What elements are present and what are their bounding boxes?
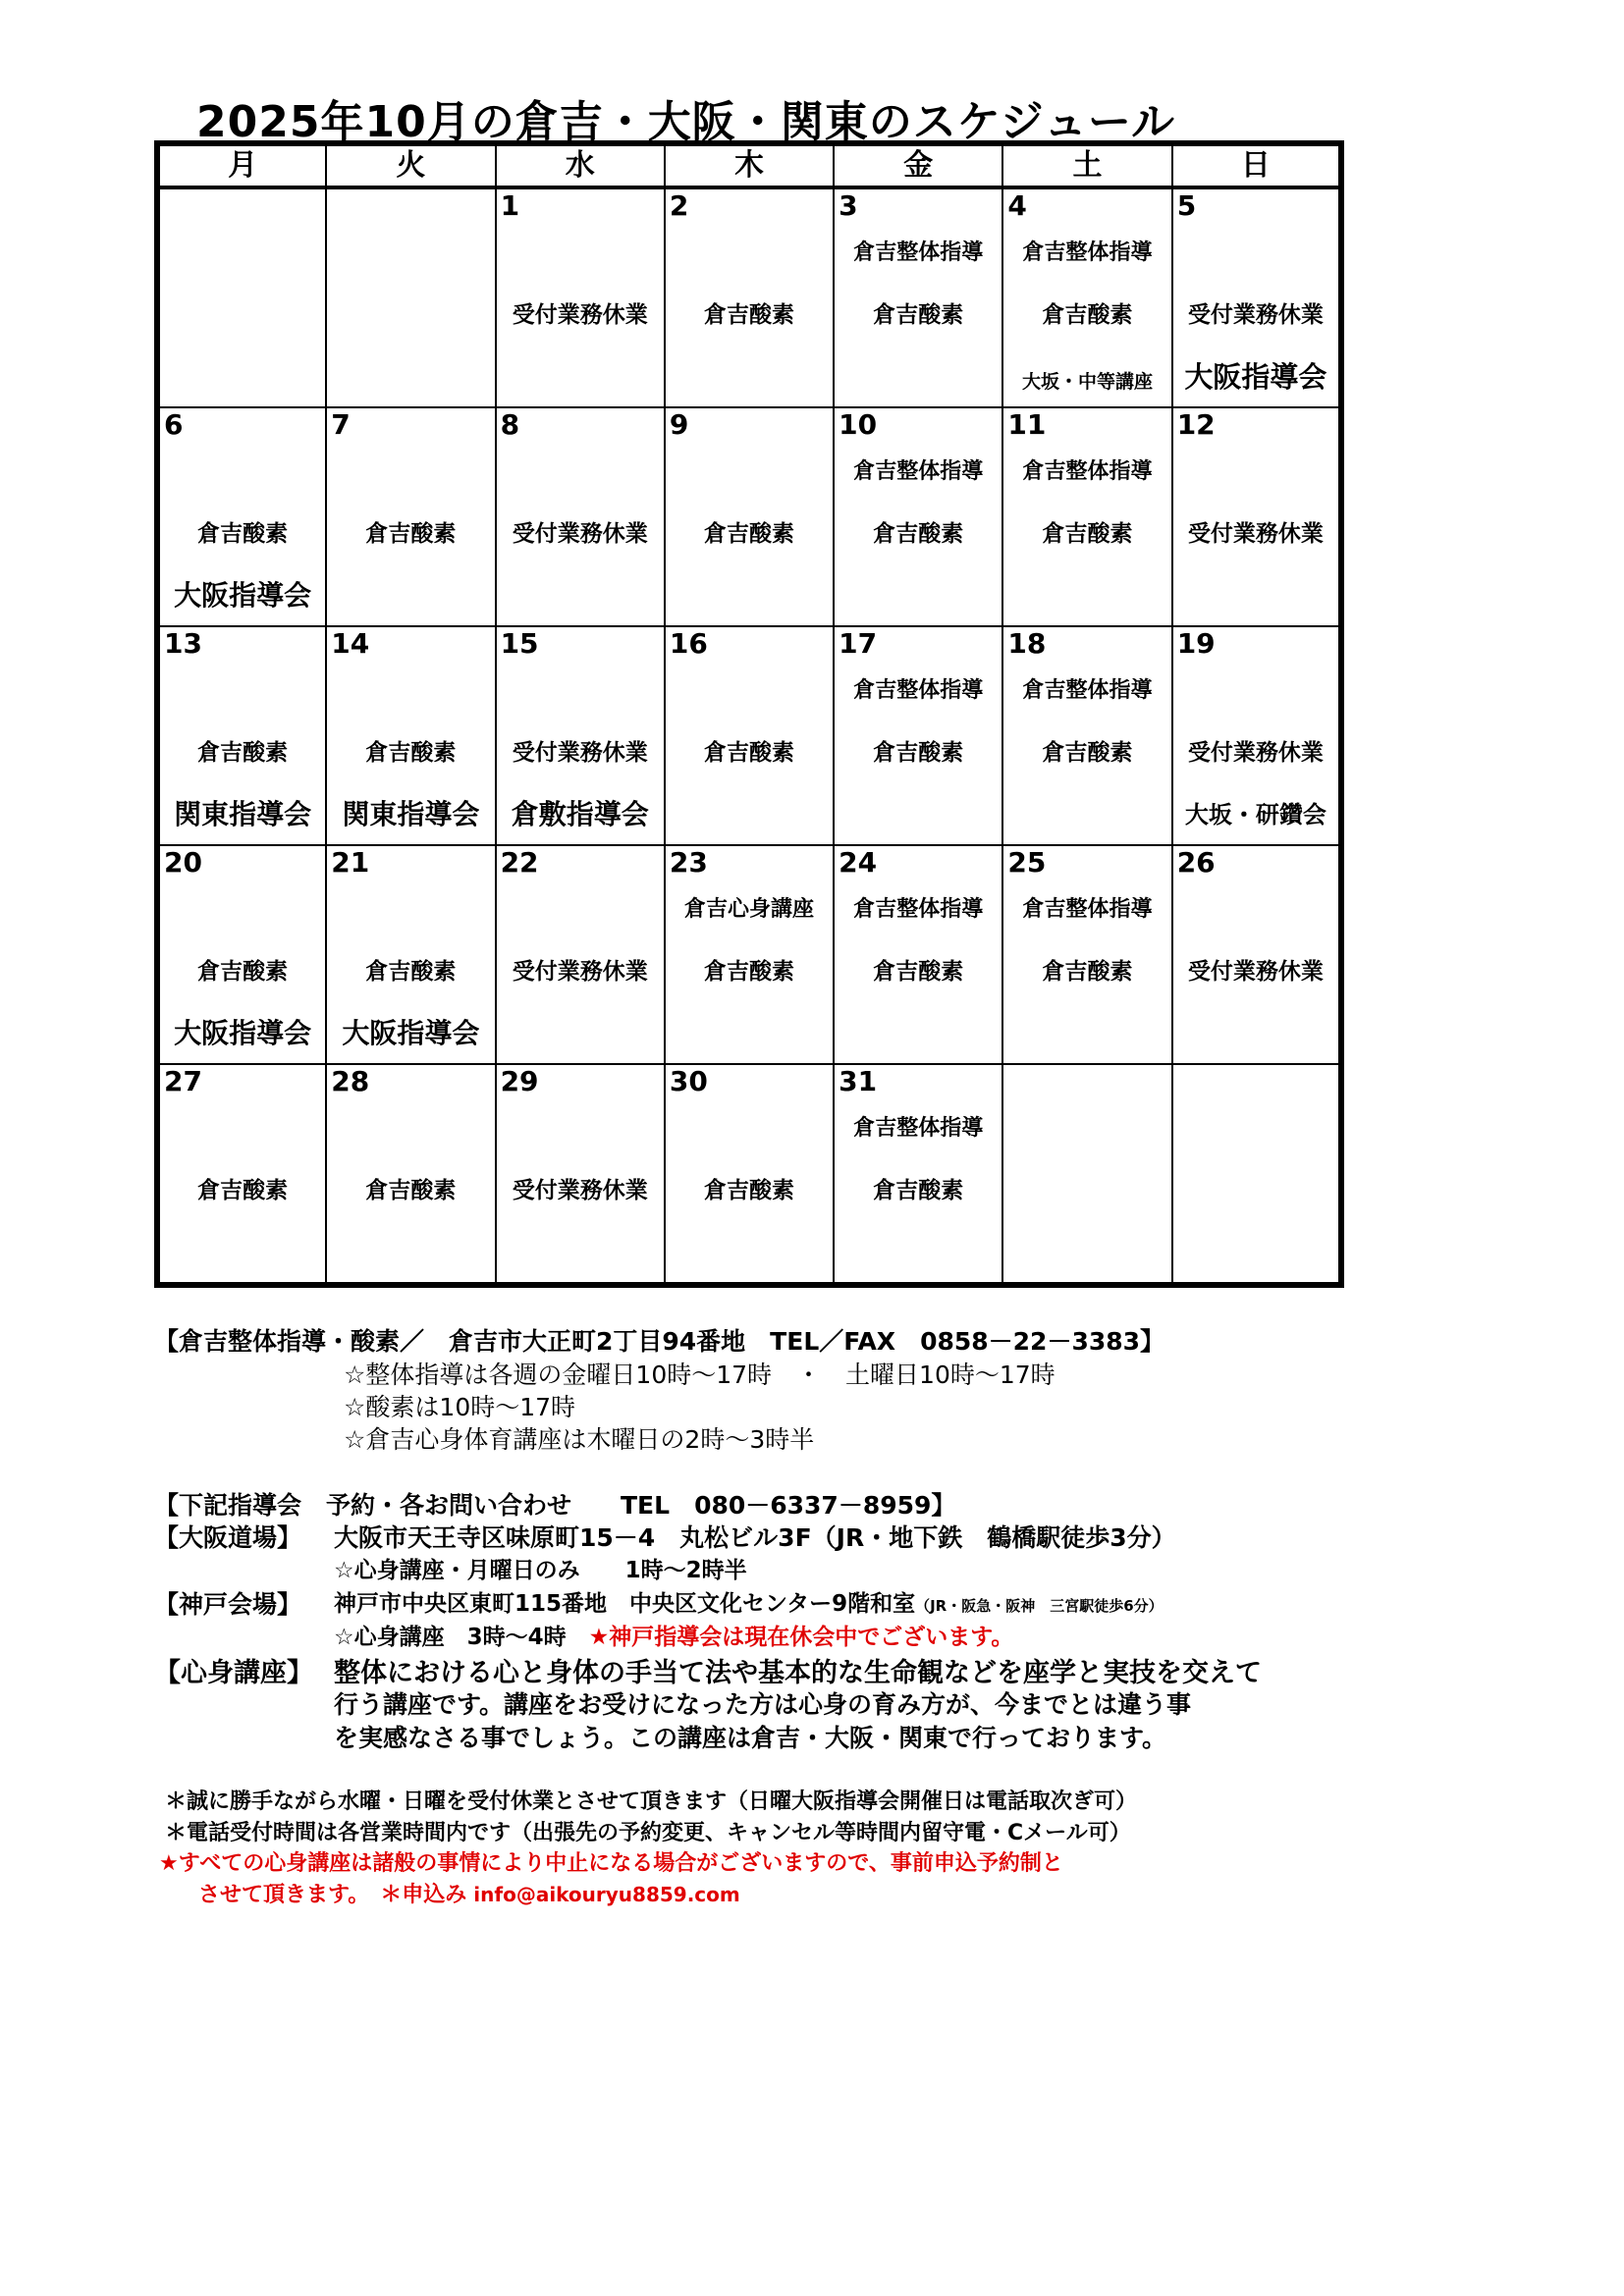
calendar-day-cell (834, 407, 1002, 626)
calendar-day-cell (665, 187, 834, 407)
event-line-3: 大阪指導会 (1184, 360, 1327, 394)
kurayoshi-header: 【倉吉整体指導・酸素／ 倉吉市大正町2丁目94番地 TEL／FAX 0858－22－3383】 (154, 1327, 1165, 1356)
day-number: 22 (500, 846, 539, 879)
event-line-2: 倉吉酸素 (873, 302, 964, 328)
day-number: 13 (164, 627, 202, 660)
kobe-notice: ★神戸指導会は現在休会中でございます。 (588, 1625, 1014, 1650)
event-line-1: 倉吉心身講座 (683, 897, 814, 922)
event-line-3: 関東指導会 (342, 798, 480, 830)
calendar-day-cell (496, 845, 665, 1064)
event-line-2: 倉吉酸素 (703, 302, 794, 328)
guidance-header: 【下記指導会 予約・各お問い合わせ TEL 080－6337－8959】 (154, 1491, 956, 1520)
calendar-day-cell (1172, 1064, 1341, 1285)
day-number: 14 (331, 627, 370, 660)
event-line-2: 受付業務休業 (512, 521, 648, 547)
day-number: 11 (1007, 408, 1047, 441)
event-line-3: 大阪指導会 (174, 579, 312, 612)
day-number: 21 (331, 846, 370, 879)
calendar-day-cell (1002, 187, 1171, 407)
event-line-2: 倉吉酸素 (197, 740, 289, 766)
event-line-2: 倉吉酸素 (703, 521, 794, 547)
event-line-2: 倉吉酸素 (873, 959, 964, 985)
event-line-2: 倉吉酸素 (365, 1178, 457, 1203)
calendar-day-cell (326, 845, 495, 1064)
calendar-day-cell (157, 845, 326, 1064)
footer-warning-cont: させて頂きます。 (198, 1883, 359, 1907)
day-number: 29 (500, 1065, 539, 1097)
contact-email[interactable]: info@aikouryu8859.com (473, 1883, 740, 1906)
calendar-day-cell (834, 187, 1002, 407)
day-number: 8 (500, 408, 520, 441)
event-line-2: 倉吉酸素 (1042, 521, 1133, 547)
calendar-day-cell (496, 187, 665, 407)
day-number: 30 (669, 1065, 708, 1097)
calendar-day-cell (326, 626, 495, 845)
calendar-day-cell (1002, 626, 1171, 845)
day-number: 2 (669, 189, 689, 222)
event-line-2: 倉吉酸素 (1042, 740, 1133, 766)
footer-note: ＊電話受付時間は各営業時間内です（出張先の予約変更、キャンセル等時間内留守電・Cメール可） (165, 1821, 1131, 1845)
calendar-day-cell (665, 407, 834, 626)
calendar-day-cell (834, 1064, 1002, 1285)
day-number: 15 (500, 627, 539, 660)
calendar-day-cell (665, 626, 834, 845)
weekday-header: 金 (834, 143, 1002, 187)
calendar-week-row (157, 187, 1341, 407)
day-number: 18 (1007, 627, 1047, 660)
course-line: を実感なさる事でしょう。この講座は倉吉・大阪・関東で行っております。 (334, 1724, 1167, 1752)
event-line-2: 倉吉酸素 (873, 1178, 964, 1203)
event-line-1: 倉吉整体指導 (853, 1116, 984, 1141)
osaka-note: ☆心身講座・月曜日のみ 1時～2時半 (334, 1558, 747, 1583)
calendar-day-cell (1002, 845, 1171, 1064)
course-label: 【心身講座】 (154, 1658, 313, 1688)
calendar-week-row (157, 1064, 1341, 1285)
calendar-day-cell (496, 1064, 665, 1285)
day-number: 31 (839, 1065, 878, 1097)
event-line-2: 倉吉酸素 (197, 1178, 289, 1203)
calendar-day-cell (157, 407, 326, 626)
kurayoshi-note: ☆整体指導は各週の金曜日10時～17時 ・ 土曜日10時～17時 (344, 1361, 1056, 1389)
kurayoshi-note: ☆酸素は10時～17時 (344, 1393, 576, 1421)
kurayoshi-note: ☆倉吉心身体育講座は木曜日の2時～3時半 (344, 1425, 815, 1454)
event-line-2: 受付業務休業 (512, 959, 648, 985)
kobe-access: （JR・阪急・阪神 三宮駅徒歩6分） (915, 1597, 1164, 1615)
calendar-day-cell (665, 1064, 834, 1285)
day-number: 6 (164, 408, 184, 441)
event-line-1: 倉吉整体指導 (1022, 678, 1153, 703)
day-number: 17 (839, 627, 878, 660)
calendar-day-cell (157, 187, 326, 407)
day-number: 4 (1007, 189, 1027, 222)
day-number: 26 (1176, 846, 1216, 879)
calendar-day-cell (157, 626, 326, 845)
day-number: 12 (1176, 408, 1216, 441)
calendar-day-cell (326, 187, 495, 407)
calendar-day-cell (157, 1064, 326, 1285)
day-number: 9 (669, 408, 689, 441)
course-line: 行う講座です。講座をお受けになった方は心身の育み方が、今までとは違う事 (334, 1690, 1192, 1719)
event-line-1: 倉吉整体指導 (1022, 459, 1153, 484)
weekday-header: 日 (1172, 143, 1341, 187)
calendar-day-cell (496, 407, 665, 626)
event-line-3: 関東指導会 (174, 798, 312, 830)
event-line-2: 倉吉酸素 (197, 959, 289, 985)
osaka-address: 大阪市天王寺区味原町15－4 丸松ビル3F（JR・地下鉄 鶴橋駅徒歩3分） (334, 1523, 1176, 1552)
event-line-1: 倉吉整体指導 (853, 678, 984, 703)
event-line-2: 倉吉酸素 (365, 740, 457, 766)
event-line-2: 倉吉酸素 (703, 740, 794, 766)
day-number: 5 (1176, 189, 1197, 222)
event-line-2: 受付業務休業 (1187, 302, 1324, 328)
event-line-1: 倉吉整体指導 (1022, 897, 1153, 922)
day-number: 10 (839, 408, 878, 441)
weekday-header: 木 (665, 143, 834, 187)
event-line-2: 倉吉酸素 (197, 521, 289, 547)
event-line-2: 倉吉酸素 (1042, 959, 1133, 985)
calendar-week-row (157, 626, 1341, 845)
course-line: 整体における心と身体の手当て法や基本的な生命観などを座学と実技を交えて (334, 1658, 1262, 1688)
event-line-2: 受付業務休業 (512, 1178, 648, 1203)
event-line-1: 倉吉整体指導 (853, 240, 984, 265)
weekday-header: 火 (326, 143, 495, 187)
calendar-day-cell (834, 845, 1002, 1064)
event-line-2: 倉吉酸素 (1042, 302, 1133, 328)
calendar-table (154, 140, 1344, 1288)
kobe-note: ☆心身講座 3時～4時 (334, 1625, 567, 1650)
calendar-week-row (157, 845, 1341, 1064)
day-number: 1 (500, 189, 520, 222)
calendar-day-cell (1172, 845, 1341, 1064)
footer-note: ＊誠に勝手ながら水曜・日曜を受付休業とさせて頂きます（日曜大阪指導会開催日は電話取次ぎ可） (165, 1789, 1138, 1814)
calendar-day-cell (665, 845, 834, 1064)
event-line-3: 倉敷指導会 (511, 798, 649, 830)
event-line-1: 倉吉整体指導 (853, 459, 984, 484)
event-line-3: 大坂・研鑽会 (1184, 801, 1326, 828)
day-number: 23 (669, 846, 708, 879)
event-line-2: 倉吉酸素 (365, 521, 457, 547)
calendar-week-row (157, 407, 1341, 626)
page-title: 2025年10月の倉吉・大阪・関東のスケジュール (196, 97, 1176, 147)
calendar-day-cell (1172, 626, 1341, 845)
calendar-day-cell (1002, 1064, 1171, 1285)
calendar-day-cell (1172, 187, 1341, 407)
weekday-header-row (157, 143, 1341, 187)
day-number: 20 (164, 846, 202, 879)
event-line-1: 倉吉整体指導 (1022, 240, 1153, 265)
osaka-label: 【大阪道場】 (154, 1523, 302, 1552)
event-line-2: 受付業務休業 (1187, 521, 1324, 547)
apply-label: ＊申込み (380, 1883, 467, 1907)
weekday-header: 水 (496, 143, 665, 187)
kobe-address-text: 神戸市中央区東町115番地 中央区文化センター9階和室 (334, 1591, 916, 1617)
event-line-2: 倉吉酸素 (365, 959, 457, 985)
event-line-2: 受付業務休業 (512, 740, 648, 766)
kobe-address (334, 1585, 1164, 1618)
calendar-day-cell (1002, 407, 1171, 626)
day-number: 7 (331, 408, 351, 441)
event-line-2: 倉吉酸素 (703, 1178, 794, 1203)
weekday-header: 土 (1002, 143, 1171, 187)
event-line-2: 倉吉酸素 (873, 740, 964, 766)
event-line-3: 大阪指導会 (342, 1017, 480, 1049)
day-number: 25 (1007, 846, 1047, 879)
footer-warning: ★すべての心身講座は諸般の事情により中止になる場合がございますので、事前申込予約制と (159, 1851, 1063, 1876)
event-line-2: 倉吉酸素 (873, 521, 964, 547)
calendar-day-cell (496, 626, 665, 845)
day-number: 16 (669, 627, 708, 660)
event-line-2: 受付業務休業 (1187, 959, 1324, 985)
footer-apply-line (198, 1878, 740, 1908)
day-number: 24 (839, 846, 878, 879)
day-number: 27 (164, 1065, 202, 1097)
event-line-2: 受付業務休業 (1187, 740, 1324, 766)
weekday-header: 月 (157, 143, 326, 187)
day-number: 3 (839, 189, 858, 222)
kobe-label: 【神戸会場】 (154, 1590, 302, 1619)
day-number: 28 (331, 1065, 370, 1097)
day-number: 19 (1176, 627, 1216, 660)
calendar-day-cell (1172, 407, 1341, 626)
kobe-note-line (334, 1619, 1013, 1651)
event-line-3: 大阪指導会 (174, 1017, 312, 1049)
event-line-2: 倉吉酸素 (703, 959, 794, 985)
event-line-2: 受付業務休業 (512, 302, 648, 328)
calendar-day-cell (834, 626, 1002, 845)
event-line-3: 大坂・中等講座 (1022, 371, 1154, 393)
event-line-1: 倉吉整体指導 (853, 897, 984, 922)
calendar-day-cell (326, 407, 495, 626)
calendar-day-cell (326, 1064, 495, 1285)
